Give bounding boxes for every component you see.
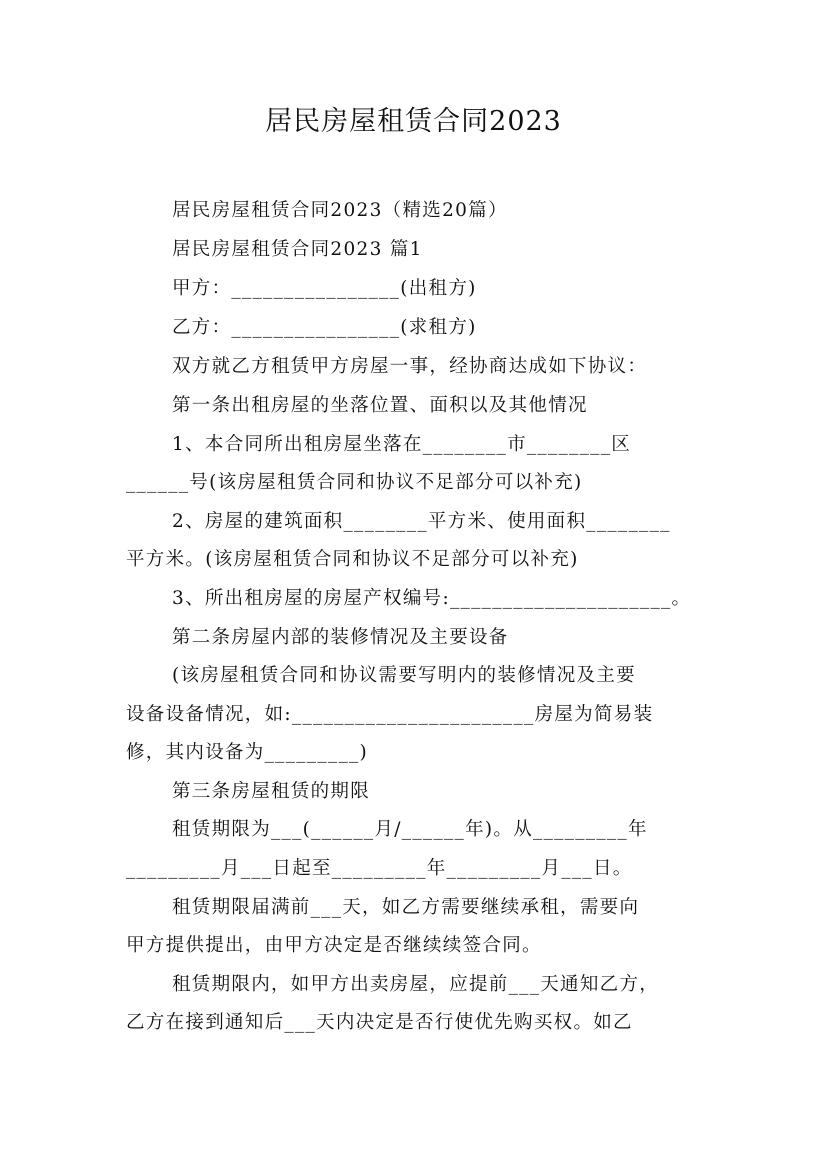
paragraph-line: 甲方提供提出，由甲方决定是否继续续签合同。 bbox=[126, 935, 542, 956]
paragraph-line: 租赁期限内，如甲方出卖房屋，应提前___天通知乙方， bbox=[172, 974, 660, 995]
paragraph-line: 居民房屋租赁合同2023 篇1 bbox=[172, 239, 423, 260]
paragraph-line: 2、房屋的建筑面积________平方米、使用面积________ bbox=[172, 511, 671, 532]
paragraph-line: 第一条出租房屋的坐落位置、面积以及其他情况 bbox=[172, 395, 588, 416]
paragraph-line: 第二条房屋内部的装修情况及主要设备 bbox=[172, 627, 509, 648]
paragraph-line: 双方就乙方租赁甲方房屋一事，经协商达成如下协议： bbox=[172, 356, 648, 377]
paragraph-line: 1、本合同所出租房屋坐落在________市________区 bbox=[172, 434, 632, 455]
paragraph-line: 修，其内设备为_________) bbox=[126, 742, 369, 763]
paragraph-line: 租赁期限为___(______月/______年)。从_________年 bbox=[172, 819, 648, 840]
paragraph-line: 乙方：________________(求租方) bbox=[172, 317, 477, 338]
paragraph-line: 设备设备情况，如:_______________________房屋为简易装 bbox=[126, 704, 654, 725]
paragraph-line: (该房屋租赁合同和协议需要写明内的装修情况及主要 bbox=[172, 665, 636, 686]
paragraph-line: ______号(该房屋租赁合同和协议不足部分可以补充) bbox=[126, 472, 583, 493]
document-title: 居民房屋租赁合同2023 bbox=[265, 106, 562, 137]
paragraph-line: 甲方：________________(出租方) bbox=[172, 278, 477, 299]
paragraph-line: 第三条房屋租赁的期限 bbox=[172, 781, 371, 802]
paragraph-line: 3、所出租房屋的房屋产权编号:_____________________。 bbox=[172, 588, 692, 609]
paragraph-line: 平方米。(该房屋租赁合同和协议不足部分可以补充) bbox=[126, 549, 579, 570]
paragraph-line: _________月___日起至_________年_________月___日。 bbox=[126, 858, 633, 879]
paragraph-line: 乙方在接到通知后___天内决定是否行使优先购买权。如乙 bbox=[126, 1012, 633, 1033]
paragraph-line: 租赁期限届满前___天，如乙方需要继续承租，需要向 bbox=[172, 897, 640, 918]
paragraph-line: 居民房屋租赁合同2023（精选20篇） bbox=[172, 200, 508, 221]
